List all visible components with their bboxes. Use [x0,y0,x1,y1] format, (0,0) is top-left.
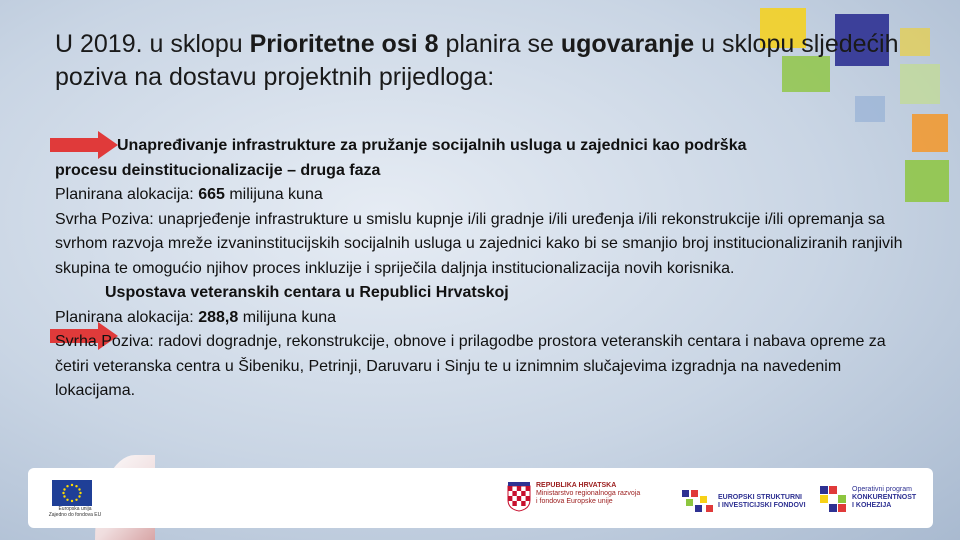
slide-body [55,134,905,404]
eu-flag-icon [52,480,92,506]
slide-title: U 2019. u sklopu Prioritetne osi 8 planira se ugovaranje u sklopu sljedećih poziva na dostavu projektnih prijedloga: [55,30,899,91]
deco-square-green-2 [905,160,949,202]
croatia-coat-of-arms-icon [506,482,532,512]
call2-allocation: Planirana alokacija: 288,8 milijuna kuna [55,308,337,326]
deco-square-blue-pale [855,96,885,122]
call2-purpose: Svrha Poziva: radovi dogradnje, rekonstrukcije, obnove i prilagodbe prostora veteranskih centara i nabava opreme za četiri veteranska centra u Šibeniku, Petrinji, Daruvaru i Sinju te u iznimnim slučajevima izgradnja na navedenim lokacijama. [55,333,886,399]
esif-logo-icon [680,488,716,514]
esif-logo-text: EUROPSKI STRUKTURNI I INVESTICIJSKI FONDOVI [718,494,806,509]
op-logo-icon [818,484,848,514]
op-logo-text: Operativni program KONKURENTNOST I KOHEZIJA [852,486,917,509]
eu-caption: Europska unija Zajedno do fondova EU [48,506,102,518]
call1-heading-line2: procesu deinstitucionalizacije – druga faza [55,161,381,179]
call1-purpose: Svrha Poziva: unaprjeđenje infrastrukture u smislu kupnje i/ili gradnje i/ili uređenja i/ili rekonstrukcije i/ili opremanja sa svrhom razvoja mreže izvaninstitucijskih socijalnih usluga u zajednici kako bi se smanjio broj institucionaliziranih ranjivih skupina te omogućio njihov proces inkluzije i spriječila daljnja institucionalizacija novih korisnika. [55,210,903,277]
logo-bar [28,468,933,528]
ministry-logo-text: REPUBLIKA HRVATSKA Ministarstvo regionalnoga razvoja i fondova Europske unije [536,482,641,505]
call1-allocation: Planirana alokacija: 665 milijuna kuna [55,186,323,203]
deco-square-orange [912,114,948,152]
call1-heading-line1: Unapređivanje infrastrukture za pružanje socijalnih usluga u zajednici kao podrška [117,137,747,154]
call2-heading: Uspostava veteranskih centara u Republici Hrvatskoj [105,284,509,301]
